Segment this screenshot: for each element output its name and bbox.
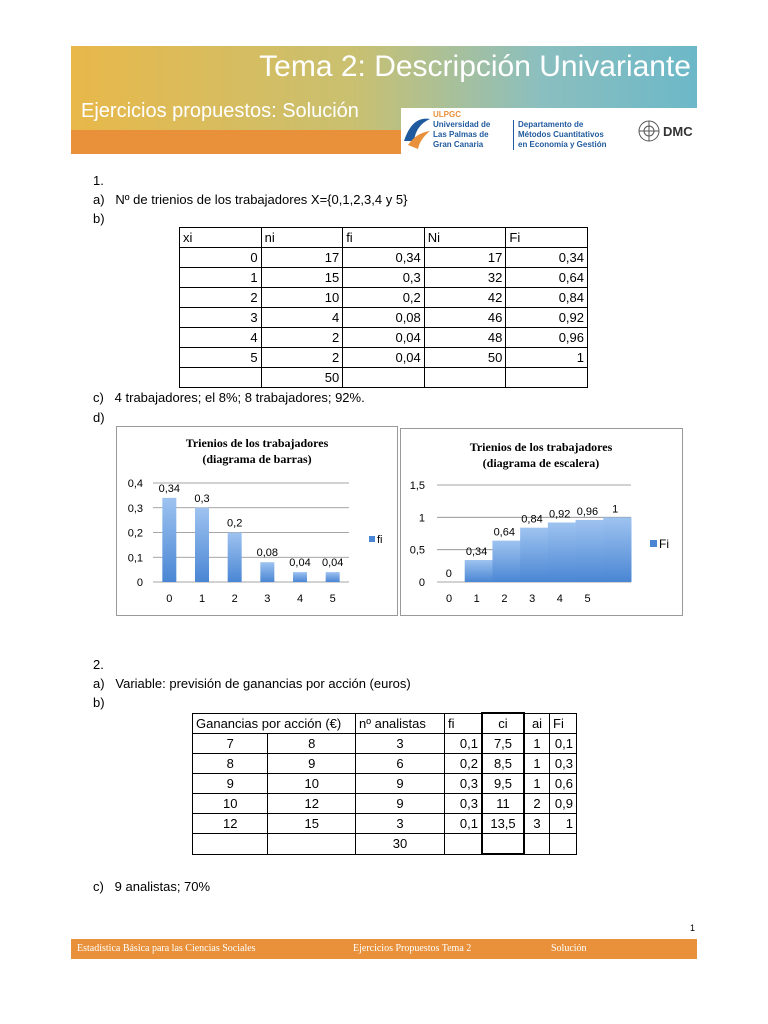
table-cell: 0,1	[550, 734, 577, 754]
dept-line-1: Departamento de	[518, 120, 584, 129]
x-tick-label: 2	[231, 593, 238, 605]
chart-title: Trienios de los trabajadores	[185, 436, 329, 450]
dmc-sphere-icon	[637, 119, 661, 143]
table-cell: 2	[261, 328, 343, 348]
univ-line-1: Universidad de	[433, 120, 491, 129]
x-tick-label: 3	[264, 593, 271, 605]
table-cell: 0,34	[343, 248, 425, 268]
table-cell: 10	[193, 794, 268, 814]
table-cell: 3	[524, 814, 550, 834]
page-number: 1	[690, 923, 696, 933]
data-label: 0	[445, 568, 452, 580]
bar	[326, 572, 340, 582]
table-cell: 0,92	[506, 308, 588, 328]
table-total-row	[180, 368, 588, 388]
table-cell: 0,6	[550, 774, 577, 794]
table-cell: 2	[524, 794, 550, 814]
table-cell: 1	[550, 814, 577, 834]
table-cell: 15	[261, 268, 343, 288]
table-cell	[506, 368, 588, 388]
y-tick-label: 0,3	[127, 502, 143, 515]
ex2-item-b: b)	[93, 695, 105, 710]
ex2-item-c: c) 9 analistas; 70%	[93, 879, 211, 894]
ulpgc-text	[433, 110, 490, 150]
bar	[162, 498, 176, 582]
data-label: 0,04	[321, 557, 344, 570]
table-cell: 1	[506, 348, 588, 368]
x-tick-label: 2	[501, 593, 508, 605]
y-tick-label: 1	[418, 512, 425, 525]
table-cell	[343, 368, 425, 388]
table-cell: 0,1	[445, 814, 483, 834]
data-label: 0,34	[158, 482, 181, 495]
table-header-cell: Fi	[506, 228, 588, 248]
table-cell: 0,1	[445, 734, 483, 754]
legend-swatch	[369, 536, 375, 542]
table-header-cell: fi	[343, 228, 425, 248]
table-row	[193, 794, 577, 814]
step	[548, 523, 576, 582]
table-cell: 8	[193, 754, 268, 774]
table-row	[180, 348, 588, 368]
table-cell	[445, 834, 483, 855]
table-cell: 7,5	[482, 734, 524, 754]
table-cell: 1	[180, 268, 262, 288]
footer-bar	[71, 939, 697, 959]
table-cell: 48	[424, 328, 506, 348]
data-label: 0,92	[549, 508, 571, 521]
table-cell: 9	[356, 794, 445, 814]
step	[465, 560, 493, 582]
table-cell: 7	[193, 734, 268, 754]
table-cell: 2	[180, 288, 262, 308]
y-tick-label: 1,5	[409, 480, 425, 492]
legend-swatch	[650, 540, 657, 547]
table-header-cell: xi	[180, 228, 262, 248]
ex1-item-b: b)	[93, 211, 105, 226]
table-cell: 6	[356, 754, 445, 774]
table-header-cell: Ganancias por acción (€)	[193, 713, 356, 734]
dept-line-2: Métodos Cuantitativos	[518, 130, 604, 139]
x-tick-label: 1	[198, 593, 206, 605]
table-cell: 17	[424, 248, 506, 268]
dmc-label: DMC	[663, 124, 693, 139]
step	[520, 528, 548, 582]
table-cell: 1	[524, 754, 550, 774]
y-tick-label: 0	[136, 577, 143, 589]
table-cell: 5	[180, 348, 262, 368]
x-tick-label: 3	[529, 593, 536, 605]
footer-solution: Solución	[551, 943, 587, 954]
data-label: 0,84	[521, 513, 543, 526]
table-row	[180, 248, 588, 268]
table-header-cell: ni	[261, 228, 343, 248]
table-header-cell: nº analistas	[356, 713, 445, 734]
table-cell: 11	[482, 794, 524, 814]
table-cell: 30	[356, 834, 445, 855]
table-row	[193, 774, 577, 794]
ex1-item-d: d)	[93, 410, 105, 425]
step-chart-container	[400, 428, 683, 616]
ex1-number: 1.	[93, 173, 104, 188]
x-tick-label: 5	[329, 593, 336, 605]
chart-subtitle: (diagrama de barras)	[202, 452, 312, 466]
table-header-cell: ai	[524, 713, 550, 734]
data-label: 0,34	[465, 546, 488, 559]
bar	[228, 533, 242, 583]
table-cell: 0,96	[506, 328, 588, 348]
y-tick-label: 0	[418, 577, 425, 589]
data-label: 0,08	[256, 547, 279, 560]
table-cell: 0,04	[343, 328, 425, 348]
table-cell: 9,5	[482, 774, 524, 794]
data-label: 0,3	[194, 492, 210, 505]
page-subtitle: Ejercicios propuestos: Solución	[81, 100, 359, 122]
bar-chart-container	[116, 426, 398, 616]
data-label: 0,2	[227, 517, 243, 530]
data-label: 0,04	[289, 557, 311, 570]
table-cell: 42	[424, 288, 506, 308]
footer-course: Estadística Básica para las Ciencias Sociales	[77, 943, 256, 954]
x-tick-label: 0	[445, 593, 453, 605]
table-row	[180, 268, 588, 288]
table-cell: 3	[356, 814, 445, 834]
table-cell: 32	[424, 268, 506, 288]
page-title: Tema 2: Descripción Univariante	[259, 50, 691, 83]
dept-text	[513, 120, 606, 150]
univ-line-3: Gran Canaria	[433, 140, 484, 149]
table-cell: 9	[193, 774, 268, 794]
table-cell: 0,04	[343, 348, 425, 368]
y-tick-label: 0,5	[409, 544, 425, 557]
table-cell: 0,3	[445, 774, 483, 794]
x-tick-label: 0	[166, 593, 173, 605]
header-banner	[71, 46, 697, 154]
table-cell: 4	[261, 308, 343, 328]
table-cell	[424, 368, 506, 388]
step-chart	[401, 429, 682, 615]
table-cell	[268, 834, 356, 855]
table-cell: 0,64	[506, 268, 588, 288]
table-row	[193, 734, 577, 754]
table-cell: 50	[261, 368, 343, 388]
y-tick-label: 0,4	[127, 478, 143, 490]
table-cell: 4	[180, 328, 262, 348]
ex2-number: 2.	[93, 657, 104, 672]
data-label: 1	[612, 503, 619, 516]
table-cell: 10	[268, 774, 356, 794]
table-cell: 3	[356, 734, 445, 754]
ex2-frequency-table	[192, 712, 577, 855]
x-tick-label: 5	[584, 593, 591, 605]
table-header-row	[180, 228, 588, 248]
table-cell: 0,84	[506, 288, 588, 308]
legend-label: fi	[377, 534, 383, 546]
table-row	[180, 288, 588, 308]
table-row	[193, 814, 577, 834]
table-cell: 0,3	[550, 754, 577, 774]
bar-chart	[117, 427, 397, 615]
table-cell: 15	[268, 814, 356, 834]
table-cell	[550, 834, 577, 855]
table-row	[180, 308, 588, 328]
y-tick-label: 0,2	[127, 527, 143, 540]
table-header-cell: ci	[482, 713, 524, 734]
dept-line-3: en Economía y Gestión	[518, 140, 607, 149]
bar	[260, 562, 274, 582]
table-row	[180, 328, 588, 348]
table-cell: 0,34	[506, 248, 588, 268]
table-cell: 0,08	[343, 308, 425, 328]
footer-doc: Ejercicios Propuestos Tema 2	[353, 943, 472, 954]
univ-line-2: Las Palmas de	[433, 130, 489, 139]
table-cell: 1	[524, 734, 550, 754]
ulpgc-acronym: ULPGC	[433, 110, 461, 119]
table-cell	[180, 368, 262, 388]
table-cell: 1	[524, 774, 550, 794]
ex1-item-c: c) 4 trabajadores; el 8%; 8 trabajadores; 92%.	[93, 390, 365, 405]
x-tick-label: 4	[556, 593, 563, 605]
table-cell	[193, 834, 268, 855]
x-tick-label: 1	[473, 593, 480, 605]
table-header-cell: Ni	[424, 228, 506, 248]
table-cell: 0,3	[343, 268, 425, 288]
data-label: 0,64	[493, 526, 515, 539]
table-cell: 12	[268, 794, 356, 814]
table-cell: 17	[261, 248, 343, 268]
chart-subtitle: (diagrama de escalera)	[482, 456, 600, 470]
table-header-row	[193, 713, 577, 734]
data-label: 0,96	[576, 505, 599, 518]
ex2-item-a: a) Variable: previsión de ganancias por acción (euros)	[93, 676, 411, 691]
ulpgc-logo	[401, 108, 697, 154]
ulpgc-emblem-icon	[402, 111, 432, 151]
step	[603, 517, 631, 582]
table-cell: 0,9	[550, 794, 577, 814]
table-cell	[524, 834, 550, 855]
table-cell: 13,5	[482, 814, 524, 834]
table-cell: 46	[424, 308, 506, 328]
table-cell: 9	[268, 754, 356, 774]
y-tick-label: 0,1	[127, 552, 143, 565]
table-cell: 8,5	[482, 754, 524, 774]
table-cell: 0,2	[343, 288, 425, 308]
x-tick-label: 4	[296, 593, 304, 605]
table-cell: 0,3	[445, 794, 483, 814]
bar	[195, 508, 209, 582]
bar	[293, 572, 307, 582]
table-header-cell: Fi	[550, 713, 577, 734]
table-cell: 10	[261, 288, 343, 308]
table-cell: 8	[268, 734, 356, 754]
table-cell: 2	[261, 348, 343, 368]
legend-label: Fi	[659, 537, 669, 551]
step	[492, 541, 520, 582]
table-cell: 12	[193, 814, 268, 834]
chart-title: Trienios de los trabajadores	[469, 440, 613, 454]
ex1-item-a: a) Nº de trienios de los trabajadores X={0,1,2,3,4 y 5}	[93, 192, 408, 207]
table-header-cell: fi	[445, 713, 483, 734]
table-cell	[482, 834, 524, 855]
table-cell: 3	[180, 308, 262, 328]
step	[576, 520, 604, 582]
table-cell: 9	[356, 774, 445, 794]
table-total-row	[193, 834, 577, 855]
table-cell: 0,2	[445, 754, 483, 774]
table-row	[193, 754, 577, 774]
ex1-frequency-table	[179, 227, 588, 388]
table-cell: 0	[180, 248, 262, 268]
table-cell: 50	[424, 348, 506, 368]
